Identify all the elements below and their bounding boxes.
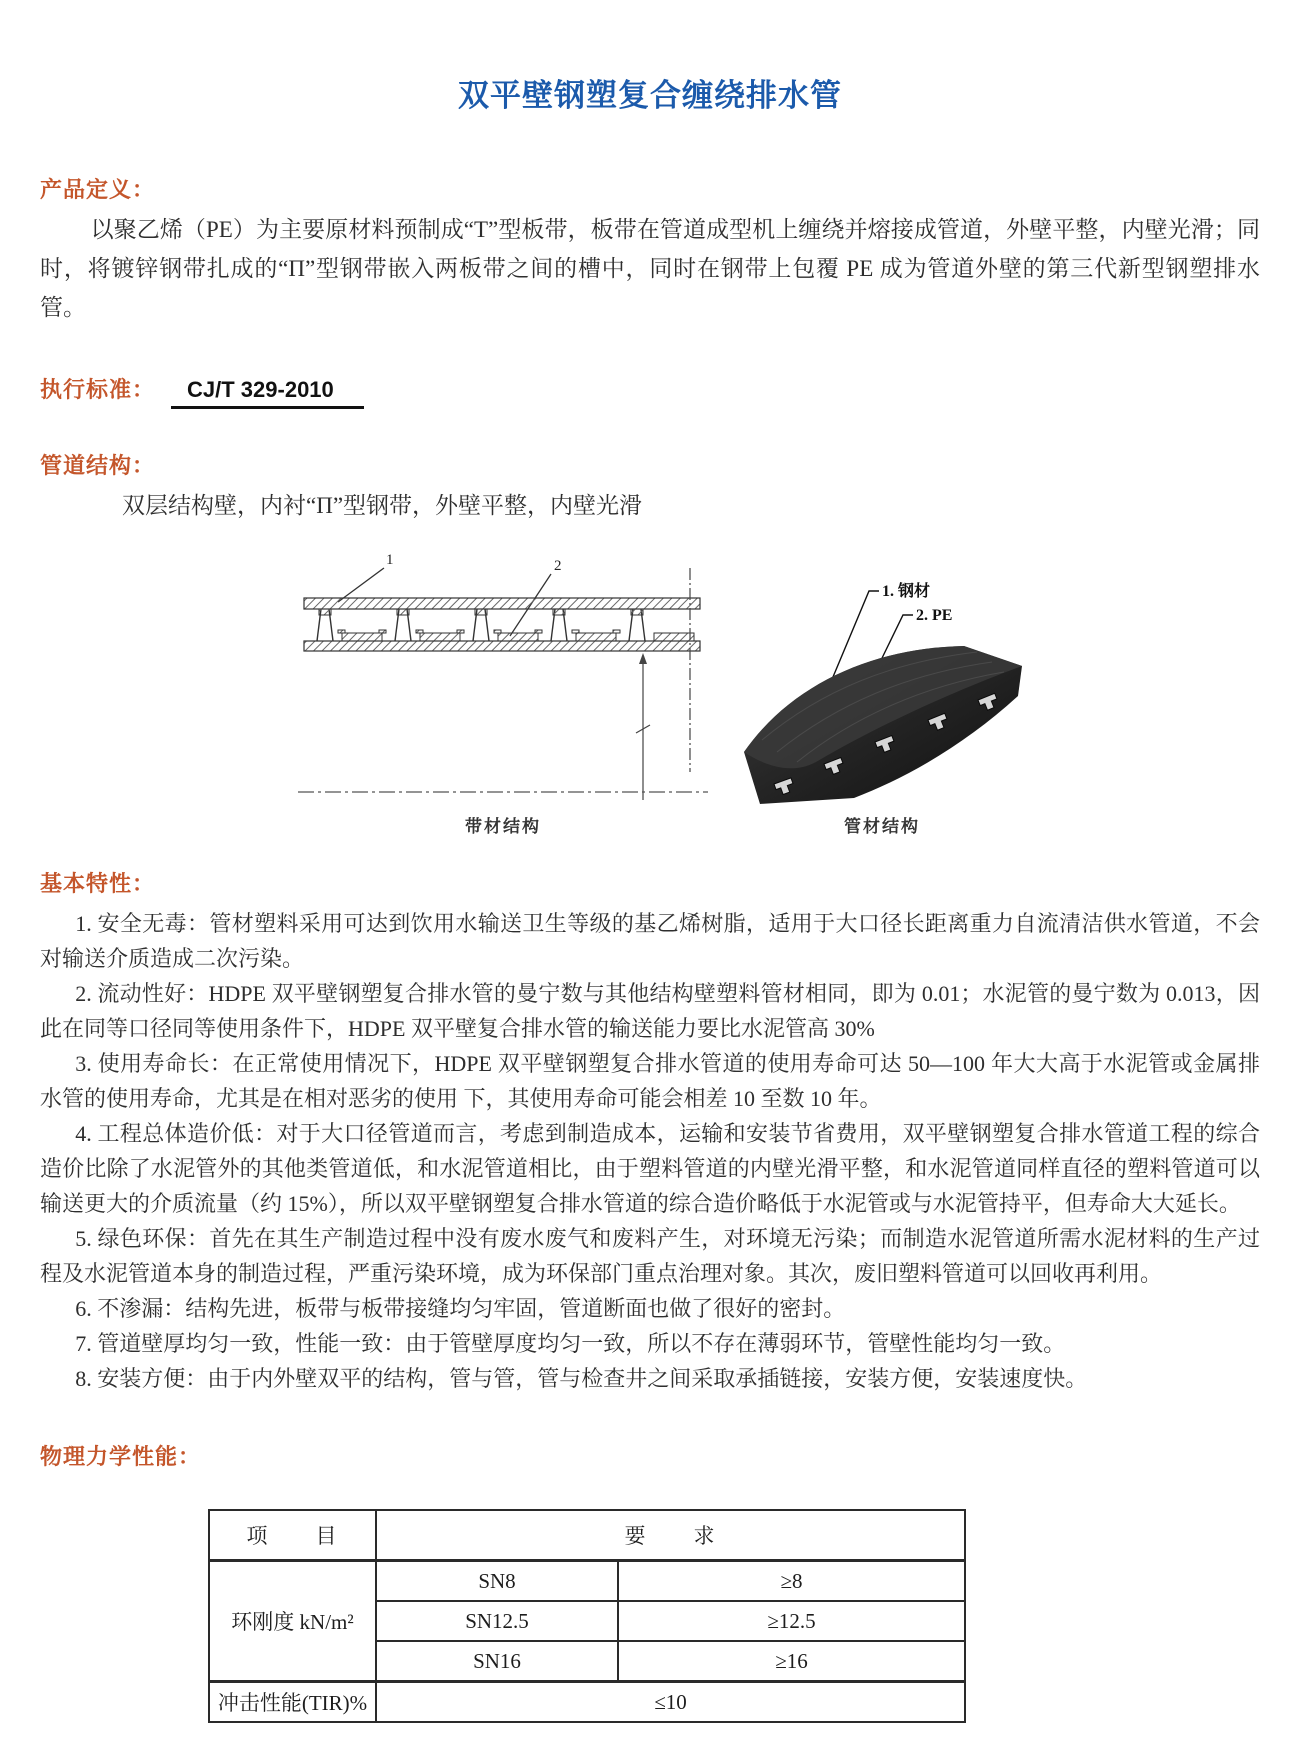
feature-item-7: 7. 管道壁厚均匀一致，性能一致：由于管壁厚度均匀一致，所以不存在薄弱环节，管壁性能均匀一致。 — [75, 1331, 1066, 1356]
section-heading-physical: 物理力学性能： — [40, 1444, 202, 1469]
table-header-row — [209, 1510, 965, 1561]
pipe-wall-figure — [732, 540, 1032, 837]
feature-item-4: 4. 工程总体造价低：对于大口径管道而言，考虑到制造成本，运输和安装节省费用，双平壁钢塑复合排水管道工程的综合造价比除了水泥管外的其他类管道低，和水泥管道相比，由于塑料管道的内壁光滑平整，和水泥管道同样直径的塑料管道可以输送更大的介质流量（约 15%），所以双平壁钢塑复合排水管道的综合造价略低于水泥管或与水泥管持平，但寿命大大延长。 — [40, 1121, 1260, 1216]
sn12-cell: SN12.5 — [376, 1601, 618, 1641]
section-heading-standard: 执行标准： — [40, 377, 156, 402]
structure-description: 双层结构壁，内衬“Π”型钢带，外壁平整，内壁光滑 — [122, 493, 643, 518]
figure-caption-strip: 带材结构 — [465, 817, 541, 836]
sn8-cell: SN8 — [376, 1561, 618, 1602]
figure-label-1: 1 — [386, 552, 394, 568]
section-heading-definition: 产品定义： — [40, 177, 156, 202]
rib-hooks — [319, 609, 643, 615]
feature-item-5: 5. 绿色环保：首先在其生产制造过程中没有废水废气和废料产生，对环境无污染；而制造水泥管道所需水泥材料的生产过程及水泥管道本身的制造过程，严重污染环境，成为环保部门重点治理对象。其次，废旧塑料管道可以回收再利用。 — [40, 1226, 1260, 1286]
standard-value: CJ/T 329-2010 — [171, 377, 364, 409]
photo-label-pe: 2. PE — [916, 607, 953, 624]
figure-caption-pipe: 管材结构 — [844, 817, 920, 836]
photo-label-steel: 1. 钢材 — [882, 583, 931, 600]
section-heading-features: 基本特性： — [40, 871, 156, 896]
figure-label-2: 2 — [554, 558, 562, 574]
header-cell-item: 项 目 — [209, 1510, 376, 1561]
page-title: 双平壁钢塑复合缠绕排水管 — [458, 78, 842, 113]
impact-value: ≤10 — [376, 1682, 965, 1723]
section-heading-structure: 管道结构： — [40, 453, 156, 478]
pipe-wall-photo — [732, 540, 1032, 808]
features-list — [40, 906, 1260, 1396]
definition-paragraph: 以聚乙烯（PE）为主要原材料预制成“T”型板带，板带在管道成型机上缠绕并熔接成管道，外壁平整，内壁光滑；同时，将镀锌钢带扎成的“Π”型钢带嵌入两板带之间的槽中，同时在钢带上包覆 PE 成为管道外壁的第三代新型钢塑排水管。 — [40, 217, 1260, 320]
standard-row — [40, 373, 1260, 409]
outer-wall-plate — [304, 598, 700, 609]
physical-properties-table — [208, 1509, 966, 1723]
sn12-value: ≥12.5 — [618, 1601, 965, 1641]
feature-item-6: 6. 不渗漏：结构先进，板带与板带接缝均匀牢固，管道断面也做了很好的密封。 — [75, 1296, 846, 1321]
figures-row — [288, 540, 1260, 837]
ring-stiffness-label: 环刚度 kN/m² — [209, 1561, 376, 1682]
feature-item-1: 1. 安全无毒：管材塑料采用可达到饮用水输送卫生等级的基乙烯树脂，适用于大口径长距离重力自流清洁供水管道，不会对输送介质造成二次污染。 — [40, 911, 1260, 971]
table-row — [209, 1561, 965, 1602]
feature-item-2: 2. 流动性好：HDPE 双平壁钢塑复合排水管的曼宁数与其他结构壁塑料管材相同，即为 0.01；水泥管的曼宁数为 0.013，因此在同等口径同等使用条件下，HDPE 双平壁复合排水管的输送能力要比水泥管高 30% — [40, 981, 1260, 1041]
inner-wall-plate — [304, 641, 700, 651]
impact-label: 冲击性能(TIR)% — [209, 1682, 376, 1723]
strip-cross-section-drawing — [288, 540, 718, 808]
sn8-value: ≥8 — [618, 1561, 965, 1602]
sn16-cell: SN16 — [376, 1641, 618, 1682]
strip-structure-figure — [288, 540, 718, 837]
feature-item-3: 3. 使用寿命长：在正常使用情况下，HDPE 双平壁钢塑复合排水管道的使用寿命可达 50—100 年大大高于水泥管或金属排水管的使用寿命，尤其是在相对恶劣的使用 下，其使用寿命可能会相差 10 至数 10 年。 — [40, 1051, 1260, 1111]
sn16-value: ≥16 — [618, 1641, 965, 1682]
feature-item-8: 8. 安装方便：由于内外壁双平的结构，管与管，管与检查井之间采取承插链接，安装方便，安装速度快。 — [75, 1366, 1088, 1391]
steel-band-inserts — [338, 630, 694, 641]
impact-row — [209, 1682, 965, 1723]
header-cell-requirement: 要 求 — [376, 1510, 965, 1561]
